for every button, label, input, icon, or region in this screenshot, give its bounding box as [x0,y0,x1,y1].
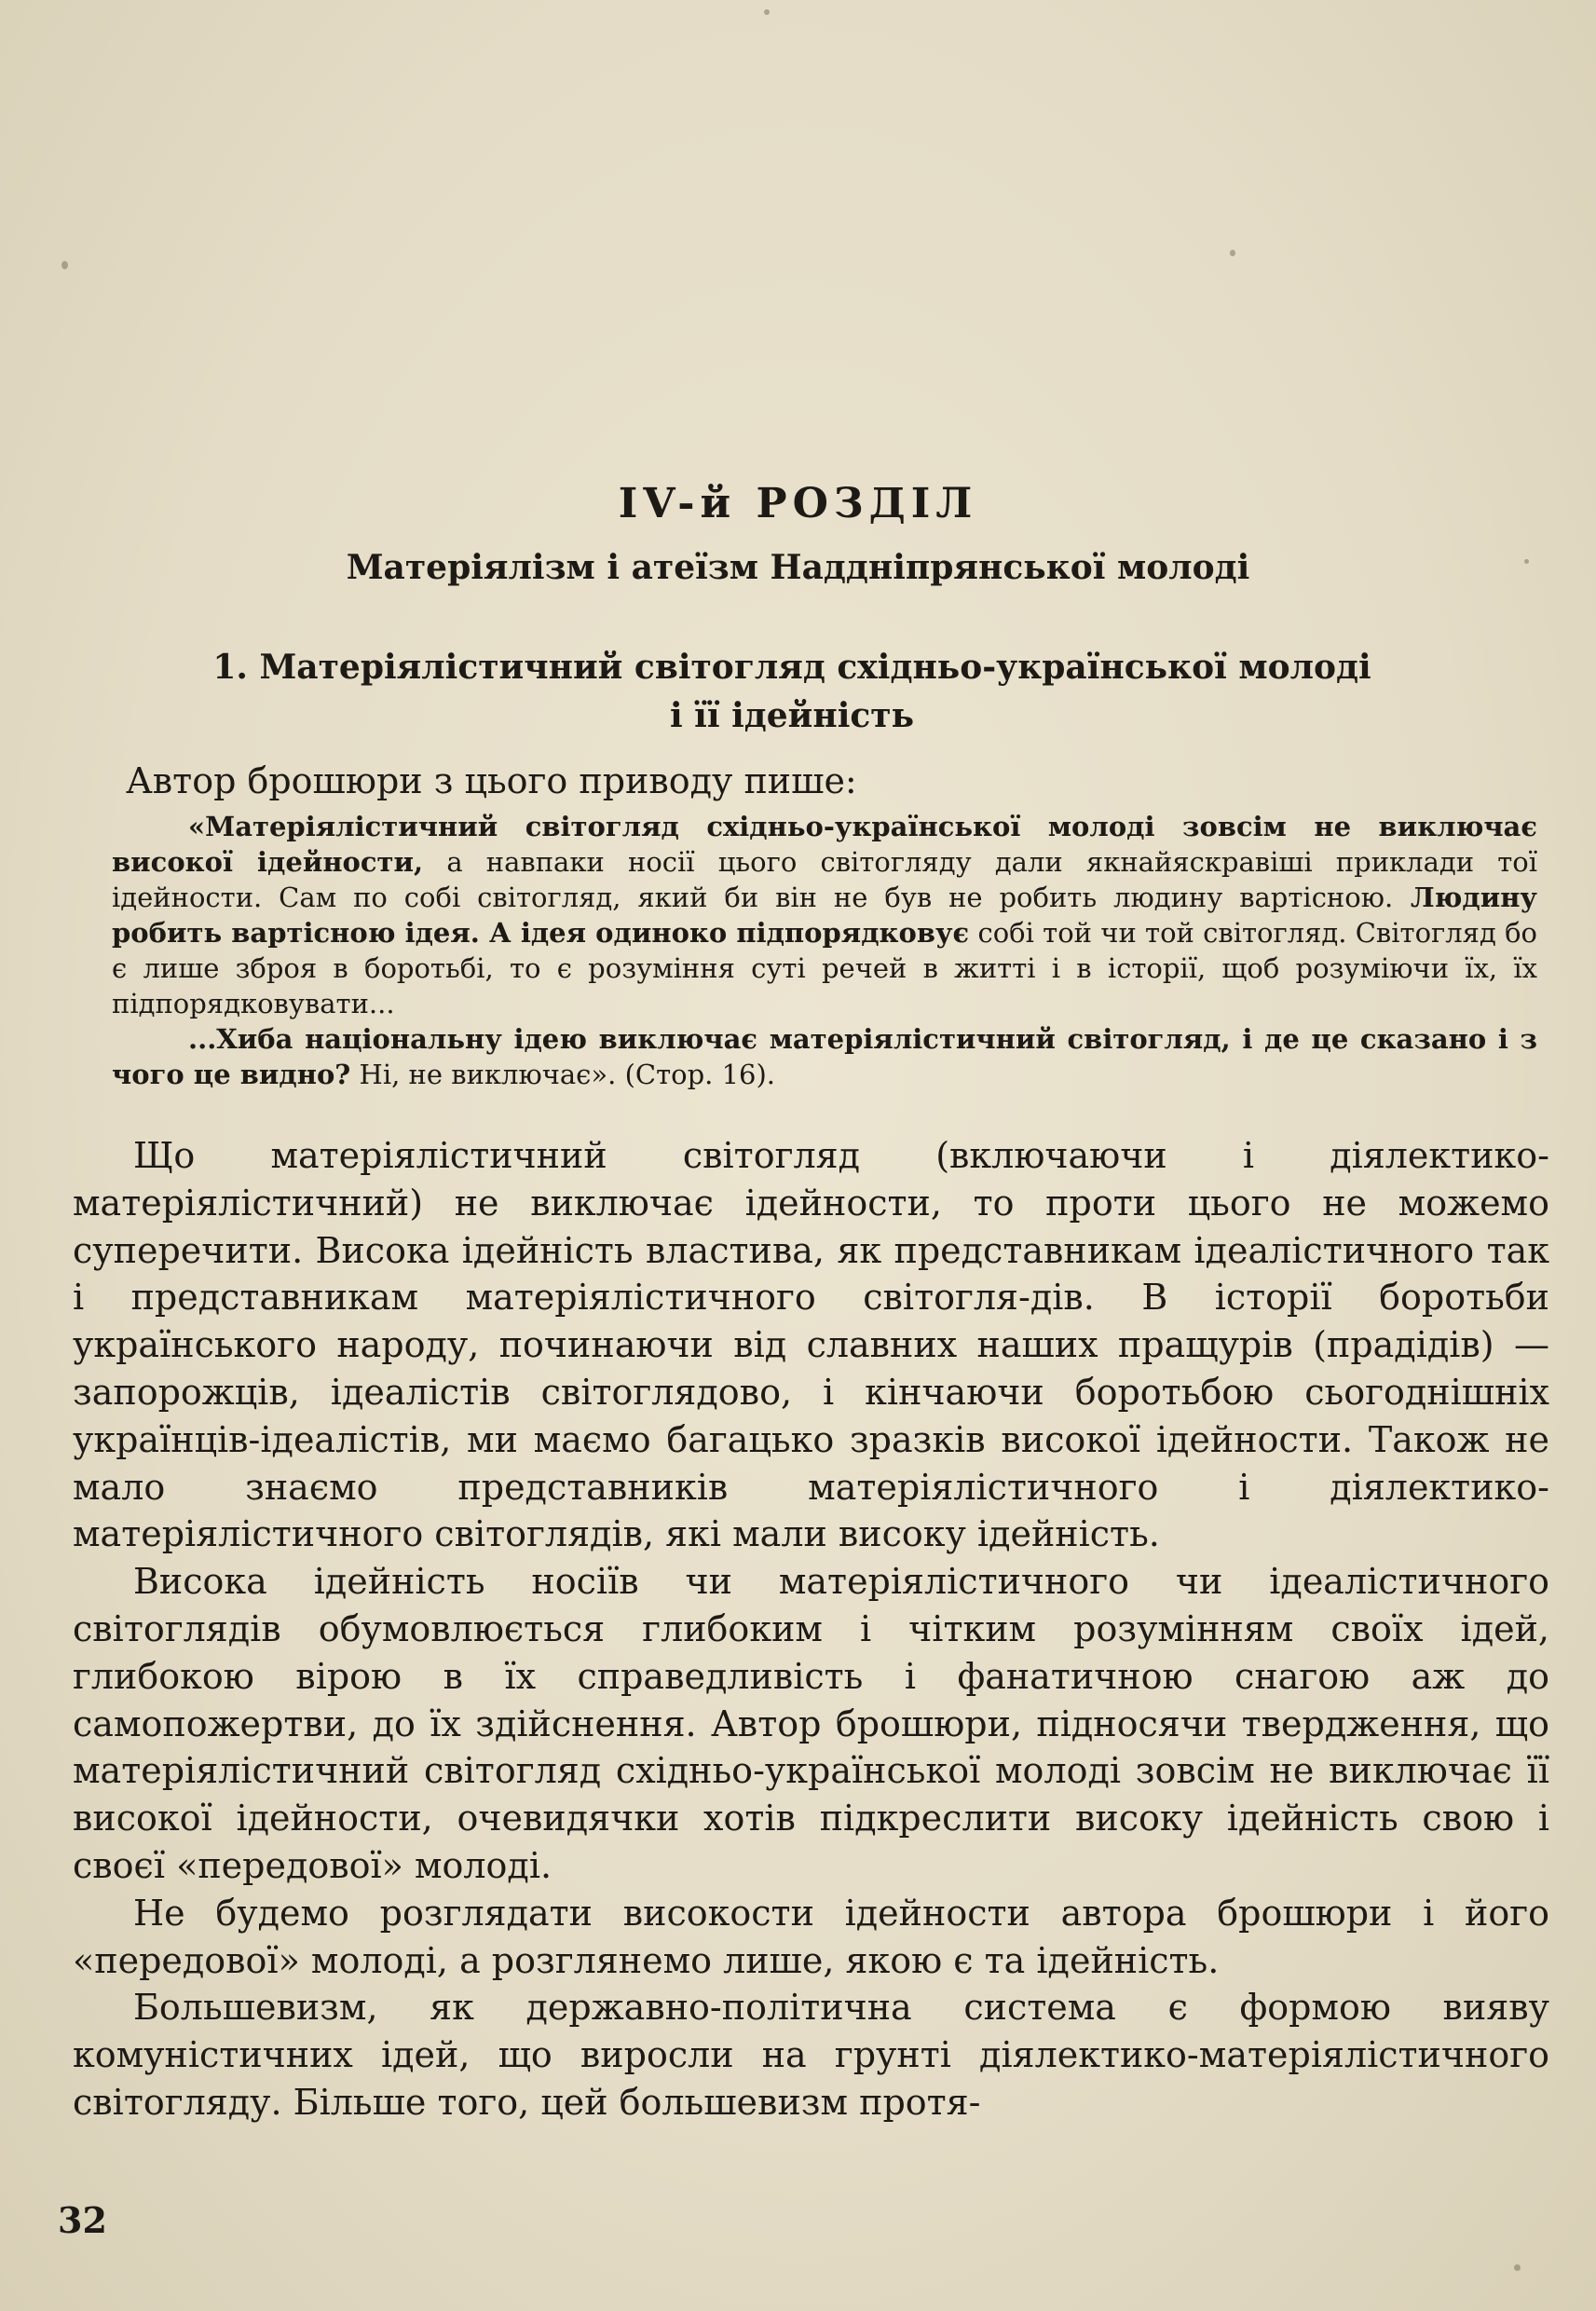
section-heading-line: 1. Матеріялістичний світогляд східньо-української молоді [212,648,1371,687]
body-paragraph: Висока ідейність носіїв чи матеріялістичного чи ідеалістичного світоглядів обумовлюється глибоким і чітким розумінням своїх ідей, глибокою вірою в їх справедливість і фанатичною снагою аж до самопожертви, до їх здійснення. Автор брошюри, підносячи твердження, що матеріялістичний світогляд східньо-української молоді зовсім не виключає її високої ідейности, очевидячки хотів підкреслити високу ідейність свою і своєї «передової» молоді. [73,1561,1549,1886]
chapter-subtitle: Матеріялізм і атеїзм Наддніпрянської молоді [346,548,1250,587]
quote-text: Ні, не виключає». (Стор. 16). [350,1059,776,1090]
body-paragraph: Що матеріялістичний світогляд (включаючи і діялектико-матеріялістичний) не виключає ідейности, то проти цього не можемо суперечити. Висока ідейність властива, як представникам ідеалістичного так і представникам матеріялістичного світогля-дів. В історії боротьби українського народу, починаючи від славних наших пращурів (прадідів) — запорожців, ідеалістів світоглядово, і кінчаючи боротьбою сьогоднішніх українців-ідеалістів, ми маємо багацько зразків високої ідейности. Також не мало знаємо представників матеріялістичного і діялектико-матеріялістичного світоглядів, які мали високу ідейність. [73,1135,1549,1555]
quote-bold-text: ...Хиба національну ідею виключає матеріялістичний світогляд, і де це сказано і з чого це видно? [112,1023,1537,1090]
quote-bold-text: «Матеріялістичний світогляд східньо-української молоді зовсім не виключає високої ідейности, [112,811,1537,878]
quote-text: а навпаки носії цього світогляду дали якнайяскравіші приклади тої ідейности. Сам по собі світогляд, який би він не був не робить людину вартісною. [112,846,1538,913]
paper-stain [61,261,68,269]
quote-paragraph [112,1021,1537,1092]
quote-paragraph [112,809,1537,1021]
quote-bold-text: Людину робить вартісною ідея. А ідея одиноко підпорядковує [112,882,1538,949]
paper-stain [1514,2264,1521,2271]
section-heading [93,643,1491,740]
chapter-title: IV-й РОЗДІЛ [618,480,978,527]
paper-stain [1230,250,1235,256]
paper-stain [764,9,770,15]
section-heading-line: і її ідейність [669,696,915,735]
body-paragraph: Не будемо розглядати високости ідейности автора брошюри і його «передової» молоді, а розглянемо лише, якою є та ідейність. [73,1892,1549,1981]
page-number: 32 [58,2199,107,2241]
block-quote [112,809,1537,1092]
body-paragraph: Большевизм, як державно-політична система є формою вияву комуністичних ідей, що виросли на грунті діялектико-матеріялістичного світогляду. Більше того, цей большевизм протя- [73,1987,1549,2123]
intro-line: Автор брошюри з цього приводу пише: [126,760,857,801]
body-text [73,1132,1549,2126]
quote-text: собі той чи той світогляд. Світогляд бо є лише зброя в боротьбі, то є розуміння суті речей в житті і в історії, щоб розуміючи їх, їх підпорядковувати... [112,917,1537,1019]
